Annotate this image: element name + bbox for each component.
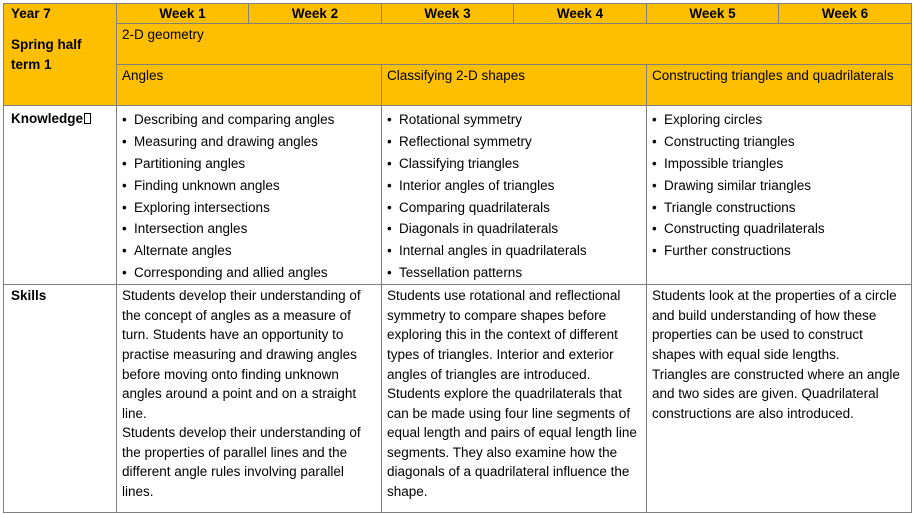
- bullet-icon: •: [387, 199, 392, 215]
- skills-paragraph: Students develop their understanding of the properties of parallel lines and the different angle rules involving parallel lines.: [122, 425, 361, 500]
- bullet-icon: •: [387, 243, 392, 259]
- bullet-icon: •: [122, 177, 127, 193]
- list-item: • Alternate angles: [122, 240, 376, 262]
- bullet-icon: •: [122, 155, 127, 171]
- year-term-cell: [4, 4, 117, 106]
- list-item: • Comparing quadrilaterals: [387, 197, 641, 219]
- bullet-icon: •: [652, 177, 657, 193]
- list-item: • Intersection angles: [122, 218, 376, 240]
- topic-classifying-shapes: Classifying 2-D shapes: [382, 65, 647, 106]
- list-item: • Further constructions: [652, 240, 906, 262]
- list-item: • Triangle constructions: [652, 197, 906, 219]
- topic-constructing: Constructing triangles and quadrilaterals: [647, 65, 912, 106]
- bullet-icon: •: [122, 112, 127, 127]
- week-6-header: Week 6: [779, 4, 912, 24]
- list-item: • Interior angles of triangles: [387, 175, 641, 197]
- bullet-icon: •: [652, 221, 657, 237]
- week-2-header: Week 2: [249, 4, 382, 24]
- knowledge-list-1: [122, 109, 376, 284]
- list-item: • Constructing triangles: [652, 131, 906, 153]
- bullet-icon: •: [387, 112, 392, 127]
- bullet-icon: •: [652, 155, 657, 171]
- skills-paragraph: Students explore the quadrilaterals that can be made using four line segments of equal length and pairs of equal length line segments. They also examine how the diagonals of a quadrilateral influence the shape.: [387, 386, 637, 500]
- bullet-icon: •: [652, 112, 657, 127]
- list-item: • Exploring circles: [652, 109, 906, 131]
- term-label: Spring half term 1: [11, 37, 82, 72]
- list-item: • Classifying triangles: [387, 153, 641, 175]
- knowledge-label-cell: [4, 106, 117, 285]
- list-item: • Partitioning angles: [122, 153, 376, 175]
- skills-paragraph: Students develop their understanding of the concept of angles as a measure of turn. Students have an opportunity to practise measuring and drawing angles before moving onto finding unknown angles around a point and on a straight line.: [122, 288, 361, 421]
- list-item: • Rotational symmetry: [387, 109, 641, 131]
- placeholder-box-icon: [84, 113, 91, 124]
- unit-title: 2-D geometry: [117, 24, 912, 65]
- bullet-icon: •: [122, 199, 127, 215]
- curriculum-table: [3, 3, 912, 513]
- list-item: • Exploring intersections: [122, 197, 376, 219]
- skills-label: Skills: [4, 285, 117, 513]
- knowledge-list-3: [652, 109, 906, 262]
- list-item: • Drawing similar triangles: [652, 175, 906, 197]
- bullet-icon: •: [387, 155, 392, 171]
- list-item: • Reflectional symmetry: [387, 131, 641, 153]
- bullet-icon: •: [122, 265, 127, 281]
- bullet-icon: •: [387, 265, 392, 281]
- bullet-icon: •: [122, 243, 127, 259]
- bullet-icon: •: [652, 199, 657, 215]
- list-item: • Describing and comparing angles: [122, 109, 376, 131]
- knowledge-col-2: [382, 106, 647, 285]
- bullet-icon: •: [387, 221, 392, 237]
- list-item: • Constructing quadrilaterals: [652, 218, 906, 240]
- list-item: • Diagonals in quadrilaterals: [387, 218, 641, 240]
- bullet-icon: •: [122, 221, 127, 237]
- bullet-icon: •: [387, 133, 392, 149]
- topic-angles: Angles: [117, 65, 382, 106]
- skills-col-3: [647, 285, 912, 513]
- list-item: • Impossible triangles: [652, 153, 906, 175]
- knowledge-col-1: [117, 106, 382, 285]
- week-5-header: Week 5: [647, 4, 779, 24]
- knowledge-col-3: [647, 106, 912, 285]
- skills-col-1: [117, 285, 382, 513]
- skills-paragraph: Students use rotational and reflectional symmetry to compare shapes before exploring this in the context of different types of triangles. Interior and exterior angles of triangles are introduced.: [387, 288, 621, 382]
- list-item: • Corresponding and allied angles: [122, 262, 376, 284]
- bullet-icon: •: [652, 243, 657, 259]
- skills-paragraph: Students look at the properties of a circle and build understanding of how these properties can be used to construct shapes with equal side lengths.: [652, 288, 897, 362]
- week-4-header: Week 4: [514, 4, 647, 24]
- year-label: Year 7: [11, 6, 51, 21]
- skills-paragraph: Triangles are constructed where an angle and two sides are given. Quadrilateral constructions are also introduced.: [652, 366, 900, 421]
- list-item: • Finding unknown angles: [122, 175, 376, 197]
- knowledge-list-2: [387, 109, 641, 284]
- week-3-header: Week 3: [382, 4, 514, 24]
- bullet-icon: •: [122, 133, 127, 149]
- knowledge-label: Knowledge: [11, 111, 84, 126]
- skills-col-2: [382, 285, 647, 513]
- bullet-icon: •: [652, 133, 657, 149]
- list-item: • Tessellation patterns: [387, 262, 641, 284]
- week-1-header: Week 1: [117, 4, 249, 24]
- list-item: • Internal angles in quadrilaterals: [387, 240, 641, 262]
- list-item: • Measuring and drawing angles: [122, 131, 376, 153]
- bullet-icon: •: [387, 177, 392, 193]
